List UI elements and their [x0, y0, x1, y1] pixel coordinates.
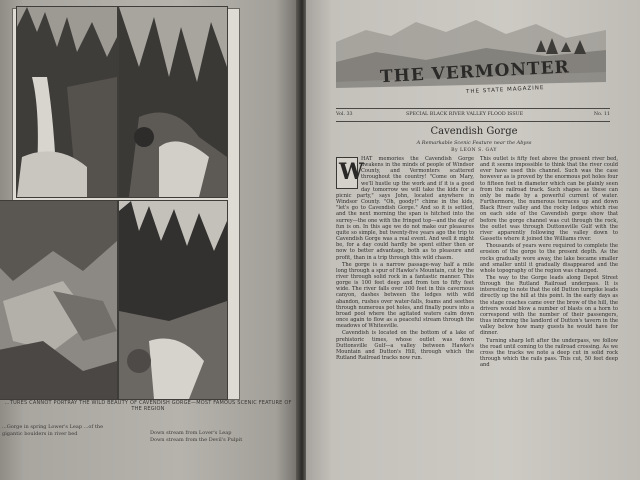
photo-caption-main: ...TURES CANNOT PORTRAY THE WILD BEAUTY OF CAVENDISH GORGE—MOST FAMOUS SCENIC FEATURE OF THE REGION: [4, 400, 292, 412]
right-page: [306, 0, 640, 480]
issue-number: No. 11: [593, 112, 610, 117]
masthead-title: THE VERMONTER: [379, 57, 571, 88]
paragraph: The way to the Gorge leads along Depot Street through the Rutland Railroad underpass. It is interesting to note that the old Dutton turnpike leads directly up the hill at this point. In the early days as the stage coaches came over the brow of the hill, the drivers would blow a number of blasts on a horn to correspond with the number of their passengers, thus informing the landlord of Dutton's tavern in the valley below how many guests he would have for dinner.: [480, 274, 618, 337]
masthead-subtitle: THE STATE MAGAZINE: [465, 85, 545, 96]
article-subtitle: A Remarkable Scenic Feature near the Abyss: [416, 140, 532, 146]
article-byline: By LEON S. GAY: [451, 148, 497, 153]
paragraph: The gorge is a narrow passage-way half a mile long through a spur of Hawke's Mountain, cut by the river through solid rock in a fantastic manner. This gorge is 100 feet deep and from ten to fifty feet wide. The river falls over 100 feet in this cavernous canyon, dashes between the ledges with wild abandon, rushes over water-falls, foams and seethes through numerous pot holes, and finally pours into a broad pool where the agitated waters calm down once again to flow as a peaceful stream through the meadows of Whitesville.: [336, 261, 474, 330]
photo-gorge-stream: [118, 200, 228, 400]
left-page: [0, 0, 300, 480]
caption-right-1: Down stream from Lover's Leap: [150, 430, 232, 436]
caption-left: ...Gorge in spring Lower's Leap ...of the gigantic boulders in river bed: [2, 424, 104, 437]
issue-line: [336, 108, 610, 122]
paragraph: Cavendish is located on the bottom of a lake of prehistoric times, whose outlet was down Duttonsville Gulf—a valley between Hawke's Mountain and Dutton's Hill, through which the Rutland Railroad tracks now run.: [336, 330, 474, 361]
article-title: Cavendish Gorge: [430, 126, 518, 137]
issue-volume: Vol. 33: [336, 112, 353, 117]
masthead: [336, 12, 606, 96]
issue-special: SPECIAL BLACK RIVER VALLEY FLOOD ISSUE: [406, 112, 524, 117]
paragraph: HAT memories the Cavendish Gorge awakens in the minds of people of Windsor County, and Vermonters scattered throughout the country! "Come on Mary, we'll hustle up the work and if it is a good day tomorrow we will take the kids for a picnic party," says John, located anywhere in Windsor County. "Oh, goody!" chime in the kids, "let's go to Cavendish Gorge." And so it is settled, and the next morning the span is hitched into the surrey—the one with the fringed top—and the day of fun is on. In this age we do not make our pleasures quite so simple, but twenty-five years ago the trip to Cavendish Gorge was a real event. And well it might be, for a day could hardly be spent either then or now to better advantage, both as to pleasure and profit, than in a trip through this wild chasm.: [336, 156, 474, 261]
caption-right: [150, 430, 290, 443]
paragraph: Thousands of years were required to complete the erosion of the gorge to the present depth. As the rocks gradually wore away, the lake became smaller and smaller until it gradually disappeared and the whole topography of the region was changed.: [480, 243, 618, 274]
photo-gorge-waterfall: [16, 6, 118, 198]
photo-gorge-boulders: [0, 200, 118, 400]
caption-right-2: Down stream from the Devil's Pulpit: [150, 436, 243, 443]
paragraph: This outlet is fifty feet above the present river bed, and it seems impossible to think that the river could ever have used this channel. Such was the case however as is proved by the enormous pot holes four to fifteen feet in diameter which can be plainly seen from the railroad track. Such shapes as these can only be made by a powerful current of water. Furthermore, the numerous terraces up and down Black River valley and the rocky ledges which rise on each side of the Cavendish gorge show that before the gorge channel was cut through the rock, the outlet was through Duttonsville Gulf with the river apparently following the valley down to Gassetts where it joined the Williams river.: [480, 156, 618, 243]
paragraph: Turning sharp left after the underpass, we follow the road until coming to the railroad crossing. As we cross the tracks we note a deep cut in solid rock through which the rails pass. This cut, 50 feet deep and: [480, 337, 618, 369]
article-column-right: [480, 156, 618, 369]
drop-cap: W: [336, 157, 358, 189]
article-column-left: [336, 156, 474, 362]
photo-gorge-trees: [118, 6, 228, 198]
